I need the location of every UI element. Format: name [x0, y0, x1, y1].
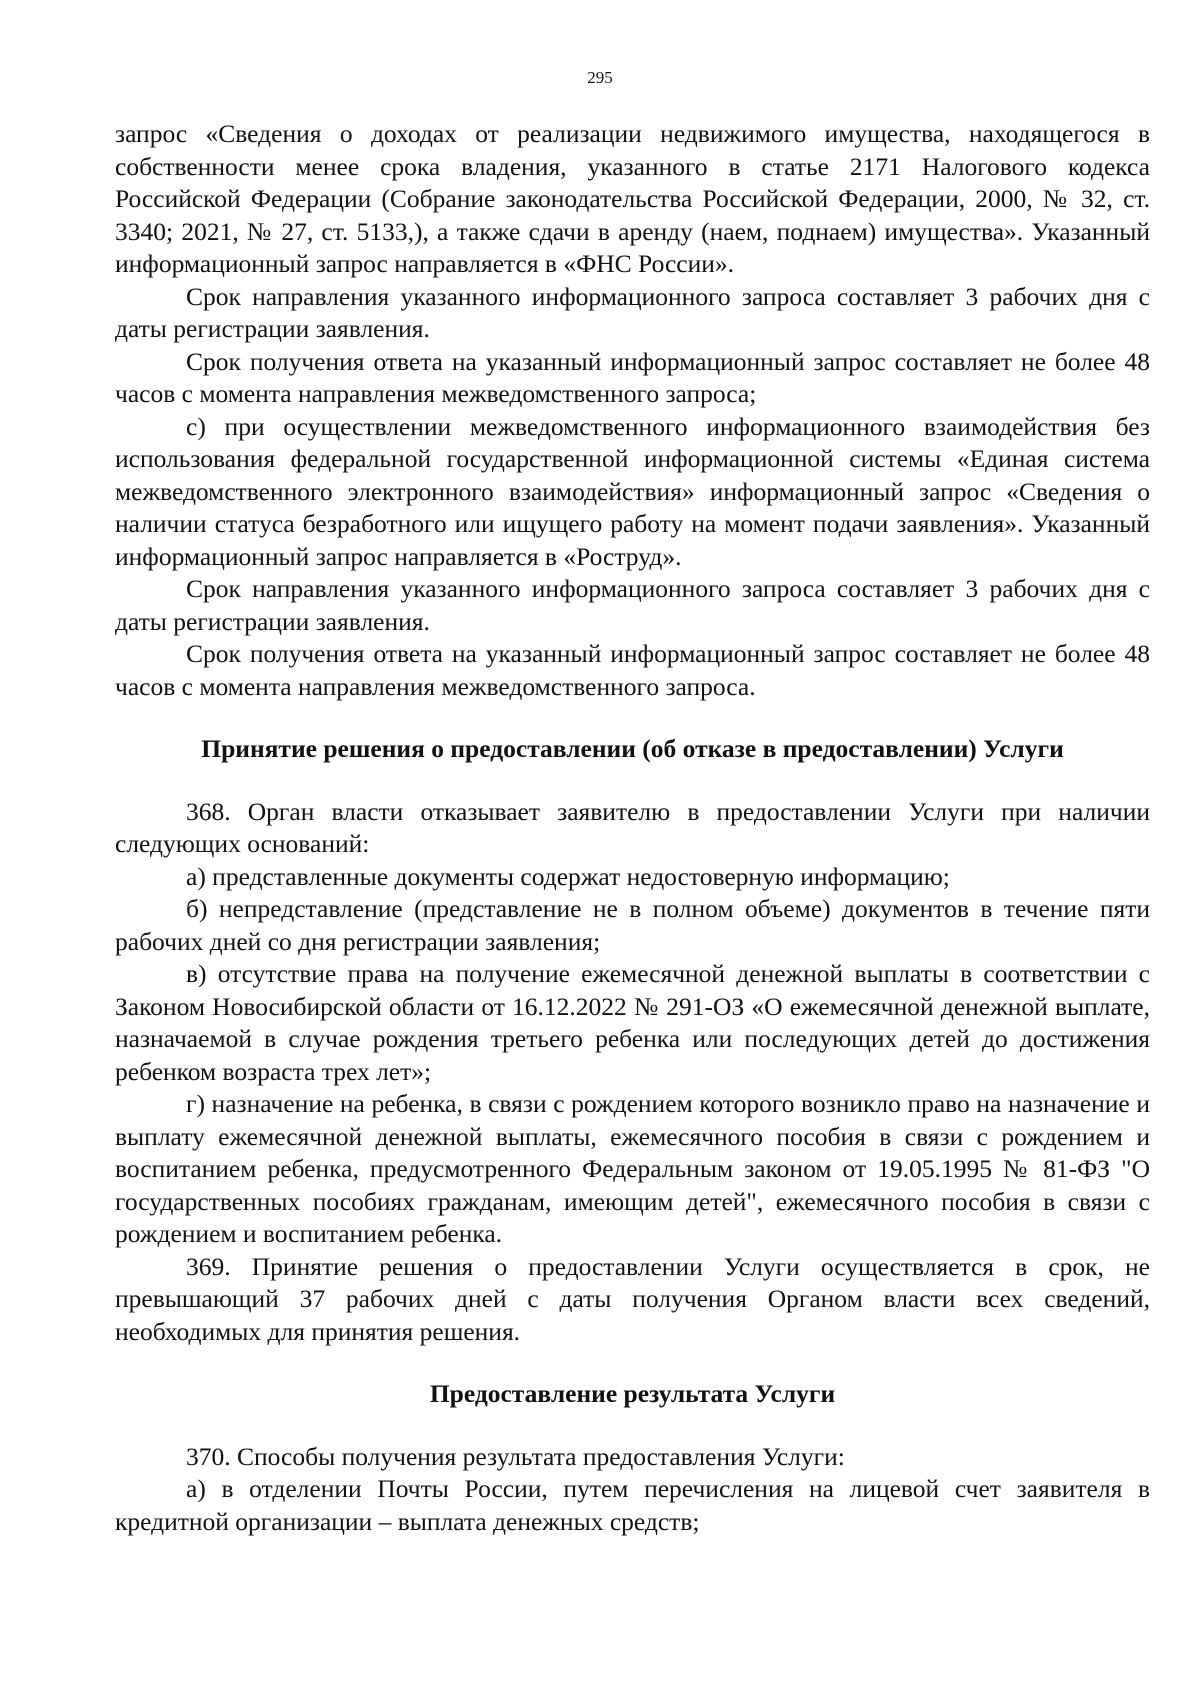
paragraph: Срок направления указанного информационного запроса составляет 3 рабочих дня с даты регистрации заявления.	[115, 281, 1150, 343]
paragraph: 370. Способы получения результата предоставления Услуги:	[186, 1441, 845, 1471]
paragraph: а) представленные документы содержат недостоверную информацию;	[186, 861, 950, 891]
page-number: 295	[587, 68, 613, 87]
document-body	[115, 118, 1150, 1538]
paragraph: б) непредставление (представление не в полном объеме) документов в течение пяти рабочих дней со дня регистрации заявления;	[115, 894, 1150, 956]
section-heading: Предоставление результата Услуги	[429, 1379, 836, 1408]
paragraph: Срок получения ответа на указанный информационный запрос составляет не более 48 часов с момента направления межведомственного запроса;	[115, 346, 1150, 408]
section-heading: Принятие решения о предоставлении (об отказе в предоставлении) Услуги	[201, 734, 1064, 763]
paragraph: 369. Принятие решения о предоставлении Услуги осуществляется в срок, не превышающий 37 рабочих дней с даты получения Органом власти всех сведений, необходимых для принятия решения.	[115, 1251, 1150, 1346]
paragraph: с) при осуществлении межведомственного информационного взаимодействия без использования федеральной государственной информационной системы «Единая система межведомственного электронного взаимодействия» информационный запрос «Сведения о наличии статуса безработного или ищущего работу на момент подачи заявления». Указанный информационный запрос направляется в «Роструд».	[115, 411, 1150, 571]
paragraph: в) отсутствие права на получение ежемесячной денежной выплаты в соответствии с Законом Новосибирской области от 16.12.2022 № 291-ОЗ «О ежемесячной денежной выплате, назначаемой в случае рождения третьего ребенка или последующих детей до достижения ребенком возраста трех лет»;	[115, 959, 1150, 1086]
paragraph: Срок направления указанного информационного запроса составляет 3 рабочих дня с даты регистрации заявления.	[115, 574, 1150, 636]
paragraph: 368. Орган власти отказывает заявителю в предоставлении Услуги при наличии следующих оснований:	[115, 796, 1150, 858]
paragraph: запрос «Сведения о доходах от реализации недвижимого имущества, находящегося в собственности менее срока владения, указанного в статье 2171 Налогового кодекса Российской Федерации (Собрание законодательства Российской Федерации, 2000, № 32, ст. 3340; 2021, № 27, ст. 5133,), а также сдачи в аренду (наем, поднаем) имущества». Указанный информационный запрос направляется в «ФНС России».	[115, 119, 1150, 278]
paragraph: г) назначение на ребенка, в связи с рождением которого возникло право на назначение и выплату ежемесячной денежной выплаты, ежемесячного пособия в связи с рождением и воспитанием ребенка, предусмотренного Федеральным законом от 19.05.1995 № 81-ФЗ "О государственных пособиях гражданам, имеющим детей", ежемесячного пособия в связи с рождением и воспитанием ребенка.	[115, 1089, 1150, 1248]
paragraph: а) в отделении Почты России, путем перечисления на лицевой счет заявителя в кредитной организации – выплата денежных средств;	[115, 1474, 1150, 1536]
paragraph: Срок получения ответа на указанный информационный запрос составляет не более 48 часов с момента направления межведомственного запроса.	[115, 639, 1150, 701]
